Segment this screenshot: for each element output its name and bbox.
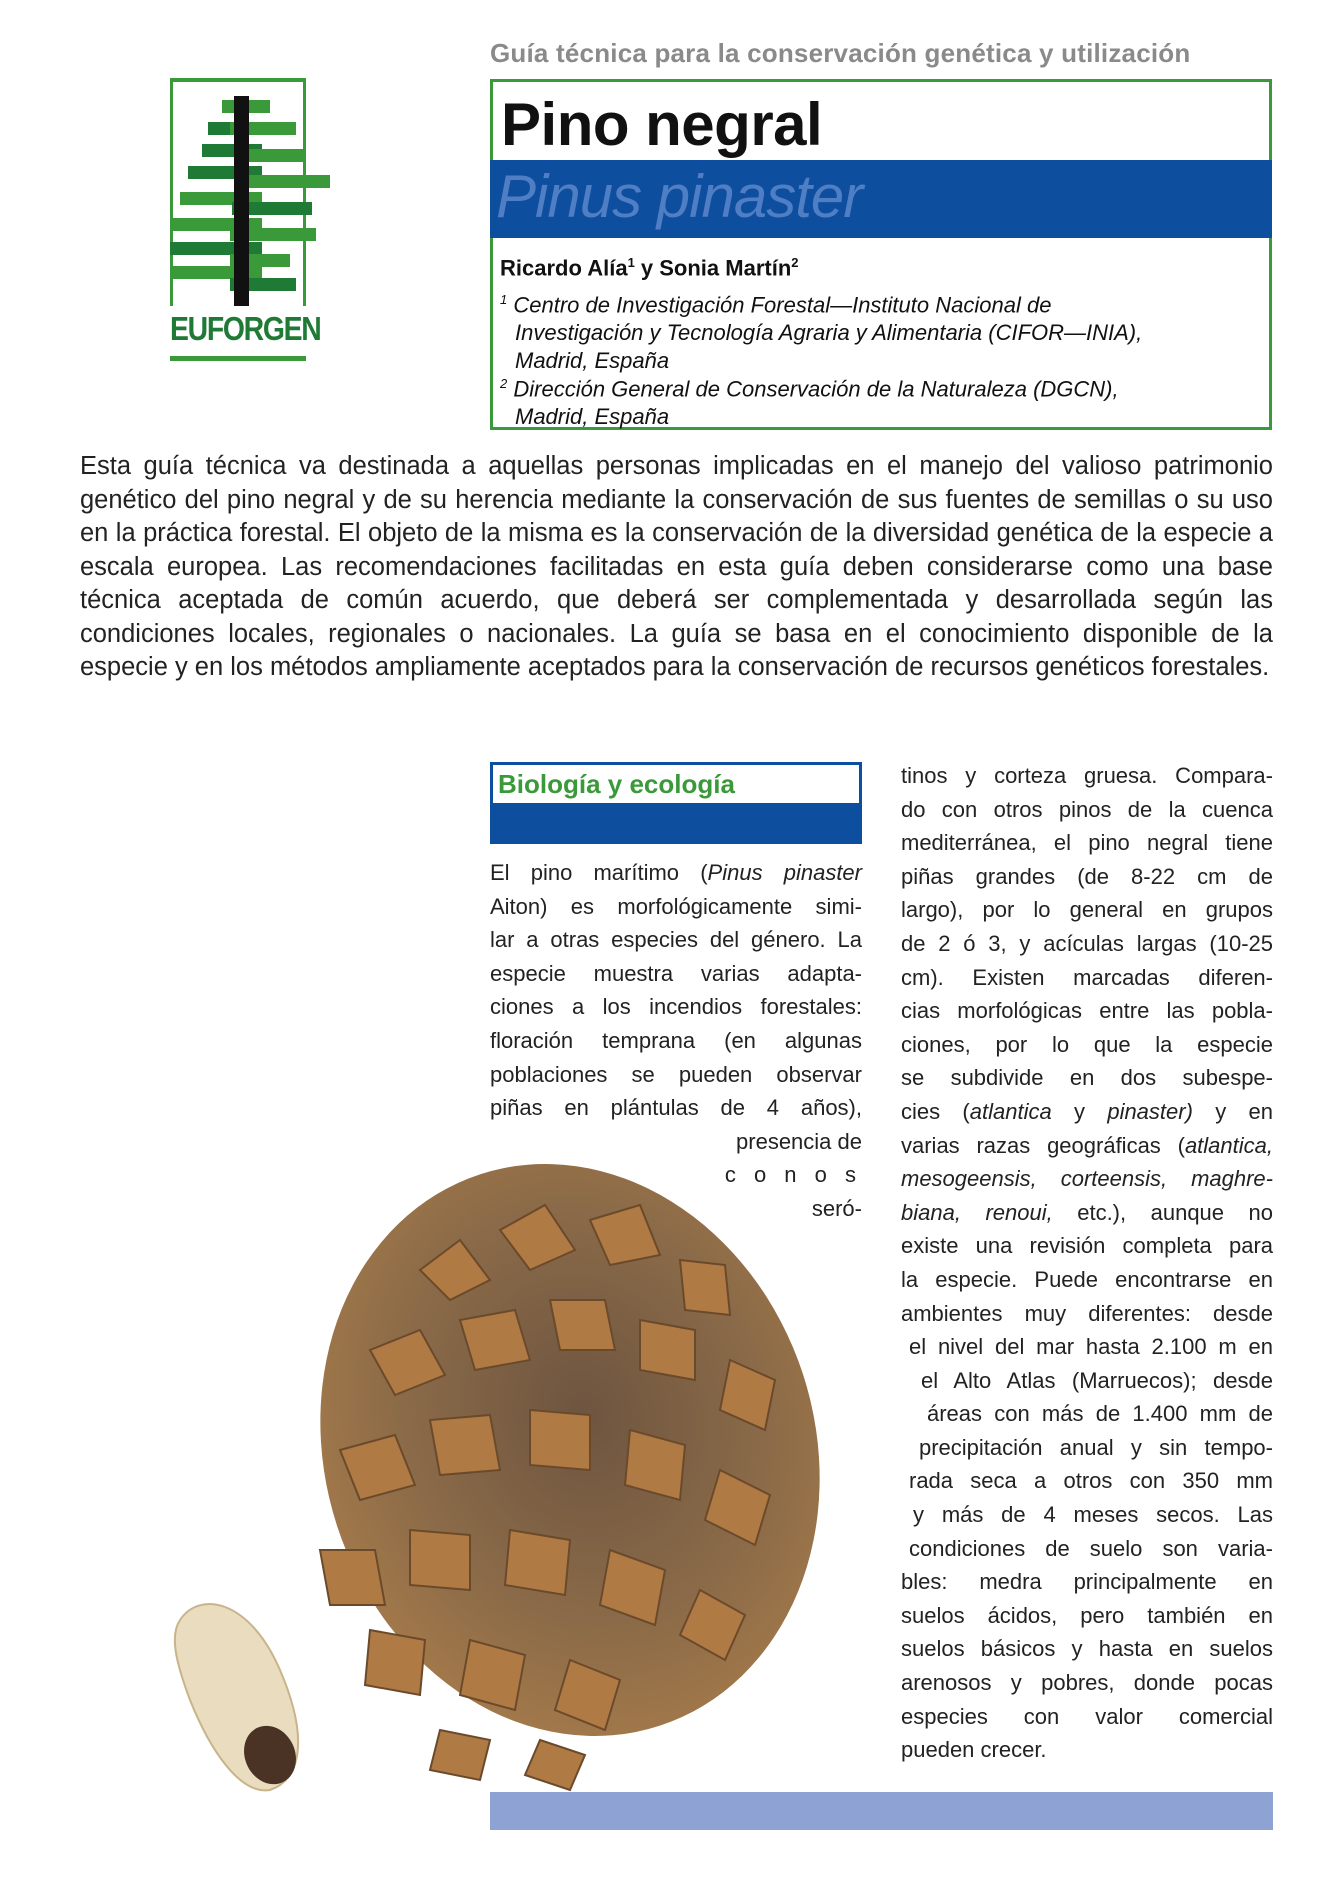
title-box <box>490 79 1272 430</box>
series-title: Guía técnica para la conservación genética y utilización <box>490 38 1191 68</box>
author-1: Ricardo Alía <box>500 255 628 281</box>
column-2 <box>901 759 1273 1767</box>
affiliation-2-line-1: Dirección General de Conservación de la Naturaleza (DGCN), <box>513 376 1119 402</box>
col2-line: cm). Existen marcadas diferen- <box>901 964 1273 990</box>
page-title: Pino negral <box>501 91 823 158</box>
col2-line: condiciones de suelo son varia- <box>909 1535 1273 1561</box>
col2-line: el Alto Atlas (Marruecos); desde <box>921 1367 1273 1393</box>
pine-seed-illustration <box>175 1604 306 1793</box>
col1-line: lar a otras especies del género. La <box>490 927 862 953</box>
col2-line: existe una revisión completa para <box>901 1233 1273 1259</box>
col1-line: presencia de <box>736 1128 862 1154</box>
author-2: y Sonia Martín <box>634 255 792 281</box>
author-1-sup: 1 <box>627 255 635 270</box>
logo-text: EUFORGEN <box>170 310 321 347</box>
col2-line: varias razas geográficas (atlantica, <box>901 1132 1273 1158</box>
col1-line: ciones a los incendios forestales: <box>490 994 862 1020</box>
col2-line <box>901 1162 1273 1196</box>
col2-line: biana, renoui, etc.), aunque no <box>901 1199 1273 1225</box>
col2-line: ambientes muy diferentes: desde <box>901 1300 1273 1326</box>
col2-line: piñas grandes (de 8-22 cm de <box>901 863 1273 889</box>
col2-line: especies con valor comercial <box>901 1703 1273 1729</box>
col2-line: bles: medra principalmente en <box>901 1569 1273 1595</box>
italic-term: pinaster) <box>1107 1098 1193 1124</box>
col1-line: Aiton) es morfológicamente simi- <box>490 893 862 919</box>
col1-line: c o n o s <box>724 1162 862 1188</box>
col2-line: mediterránea, el pino negral tiene <box>901 830 1273 856</box>
italic-term: atlantica <box>969 1098 1052 1124</box>
section-header-top <box>493 765 859 803</box>
col2-line: áreas con más de 1.400 mm de <box>927 1401 1273 1427</box>
col1-line: poblaciones se pueden observar <box>490 1061 862 1087</box>
intro-paragraph: Esta guía técnica va destinada a aquellas personas implicadas en el manejo del valioso patrimonio genético del pino negral y de su herencia mediante la conservación de sus fuentes de semillas o su uso en la práctica forestal. El objeto de la misma es la conservación de la diversidad genética de la especie a escala europea. Las recomendaciones facilitadas en esta guía deben considerarse como una base técnica aceptada de común acuerdo, que deberá ser complementada y desarrollada según las condiciones locales, regionales o nacionales. La guía se basa en el conocimiento disponible de la especie y en los métodos ampliamente aceptados para la conservación de recursos genéticos forestales. <box>80 452 1273 681</box>
col1-line: especie muestra varias adapta- <box>490 960 862 986</box>
italic-term: mesogeensis, corteensis, maghre- <box>901 1166 1273 1192</box>
col2-line: rada seca a otros con 350 mm <box>909 1468 1273 1494</box>
bottom-bar <box>490 1792 1273 1830</box>
col1-line: seró- <box>811 1195 862 1221</box>
italic-term: biana, renoui, <box>901 1199 1053 1225</box>
col2-line: arenosos y pobres, donde pocas <box>901 1670 1273 1696</box>
col2-line: de 2 ó 3, y acículas largas (10-25 <box>901 930 1273 956</box>
italic-term: atlantica, <box>1184 1132 1273 1158</box>
affiliation-1-line-1: Centro de Investigación Forestal—Instituto Nacional de <box>513 292 1052 318</box>
col2-line: suelos básicos y hasta en suelos <box>901 1636 1273 1662</box>
scientific-name: Pinus pinaster <box>496 163 863 230</box>
col2-line: do con otros pinos de la cuenca <box>901 796 1273 822</box>
authors <box>500 255 799 281</box>
col2-line: tinos y corteza gruesa. Compara- <box>901 763 1273 788</box>
section-title: Biología y ecología <box>498 769 735 799</box>
col1-line: floración temprana (en algunas <box>490 1027 862 1053</box>
col1-line: piñas en plántulas de 4 años), <box>490 1095 862 1121</box>
col2-line: ciones, por lo que la especie <box>901 1031 1273 1057</box>
col1-line: El pino marítimo (Pinus pinaster <box>490 860 862 885</box>
affiliation-2 <box>500 370 1119 431</box>
affiliation-1-sup: 1 <box>500 292 508 307</box>
affiliation-1 <box>500 286 1142 375</box>
col2-line: precipitación anual y sin tempo- <box>919 1434 1273 1460</box>
author-2-sup: 2 <box>791 255 799 270</box>
col2-line: largo), por lo general en grupos <box>901 897 1273 923</box>
affiliation-1-line-2: Investigación y Tecnología Agraria y Alimentaria (CIFOR—INIA), <box>515 320 1143 346</box>
affiliation-1-line-3: Madrid, España <box>515 348 670 374</box>
section-header <box>490 762 862 844</box>
col2-line: el nivel del mar hasta 2.100 m en <box>909 1334 1273 1360</box>
scientific-name-band <box>490 160 1272 238</box>
col2-line: la especie. Puede encontrarse en <box>901 1266 1273 1292</box>
euforgen-logo <box>170 78 340 368</box>
col2-line: suelos ácidos, pero también en <box>901 1602 1273 1628</box>
col2-line: y más de 4 meses secos. Las <box>913 1502 1273 1528</box>
pine-cone-illustration <box>170 1150 890 1800</box>
col2-line: se subdivide en dos subespe- <box>901 1065 1273 1091</box>
affiliation-2-sup: 2 <box>500 376 508 391</box>
col2-line: cies (atlantica y pinaster) y en <box>901 1098 1273 1124</box>
italic-term: Pinus pinaster <box>707 860 862 885</box>
col2-line: cias morfológicas entre las pobla- <box>901 998 1273 1024</box>
col2-line: pueden crecer. <box>901 1737 1047 1763</box>
affiliation-2-line-2: Madrid, España <box>515 404 670 430</box>
